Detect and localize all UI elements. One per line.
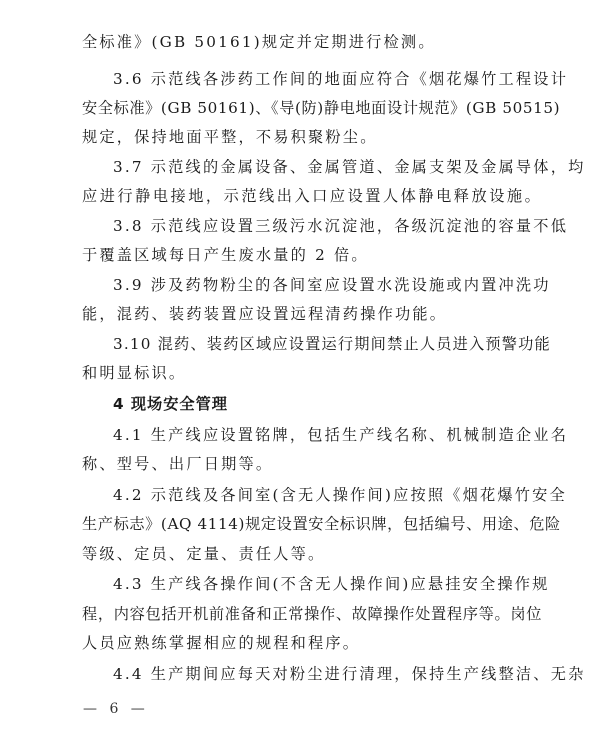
text-line: 人员应熟练掌握相应的规程和程序。 xyxy=(82,634,361,652)
text-line: 3.10 混药、装药区域应设置运行期间禁止人员进入预警功能 xyxy=(113,335,551,353)
text-line: 4.4 生产期间应每天对粉尘进行清理，保持生产线整洁、无杂 xyxy=(113,665,586,683)
text-line: 称、型号、出厂日期等。 xyxy=(82,455,274,473)
text-line: 4.1 生产线应设置铭牌，包括生产线名称、机械制造企业名 xyxy=(113,426,569,444)
text-line: 4.3 生产线各操作间(不含无人操作间)应悬挂安全操作规 xyxy=(113,575,550,593)
text-line: 等级、定员、定量、责任人等。 xyxy=(82,545,326,563)
text-line: 4.2 示范线及各间室(含无人操作间)应按照《烟花爆竹安全 xyxy=(113,486,567,504)
text-line: 3.9 涉及药物粉尘的各间室应设置水洗设施或内置冲洗功 xyxy=(113,276,551,294)
text-line: 全标准》(GB 50161)规定并定期进行检测。 xyxy=(82,33,436,51)
text-line: 于覆盖区域每日产生废水量的 2 倍。 xyxy=(82,246,369,264)
text-line: 规定，保持地面平整，不易积聚粉尘。 xyxy=(82,128,378,146)
text-line: 和明显标识。 xyxy=(82,364,187,382)
text-line: 生产标志》(AQ 4114)规定设置安全标识牌，包括编号、用途、危险 xyxy=(82,515,561,533)
text-line: 应进行静电接地，示范线出入口应设置人体静电释放设施。 xyxy=(82,187,542,205)
section-heading: 4 现场安全管理 xyxy=(113,395,228,413)
text-line: 安全标准》(GB 50161)、《导(防)静电地面设计规范》(GB 50515) xyxy=(82,99,561,117)
text-line: 3.6 示范线各涉药工作间的地面应符合《烟花爆竹工程设计 xyxy=(113,70,569,88)
text-line: 3.7 示范线的金属设备、金属管道、金属支架及金属导体，均 xyxy=(113,158,586,176)
page-number: — 6 — xyxy=(83,701,149,717)
text-line: 程，内容包括开机前准备和正常操作、故障操作处置程序等。岗位 xyxy=(82,605,542,623)
text-line: 能，混药、装药装置应设置远程清药操作功能。 xyxy=(82,305,448,323)
text-line: 3.8 示范线应设置三级污水沉淀池，各级沉淀池的容量不低 xyxy=(113,217,569,235)
